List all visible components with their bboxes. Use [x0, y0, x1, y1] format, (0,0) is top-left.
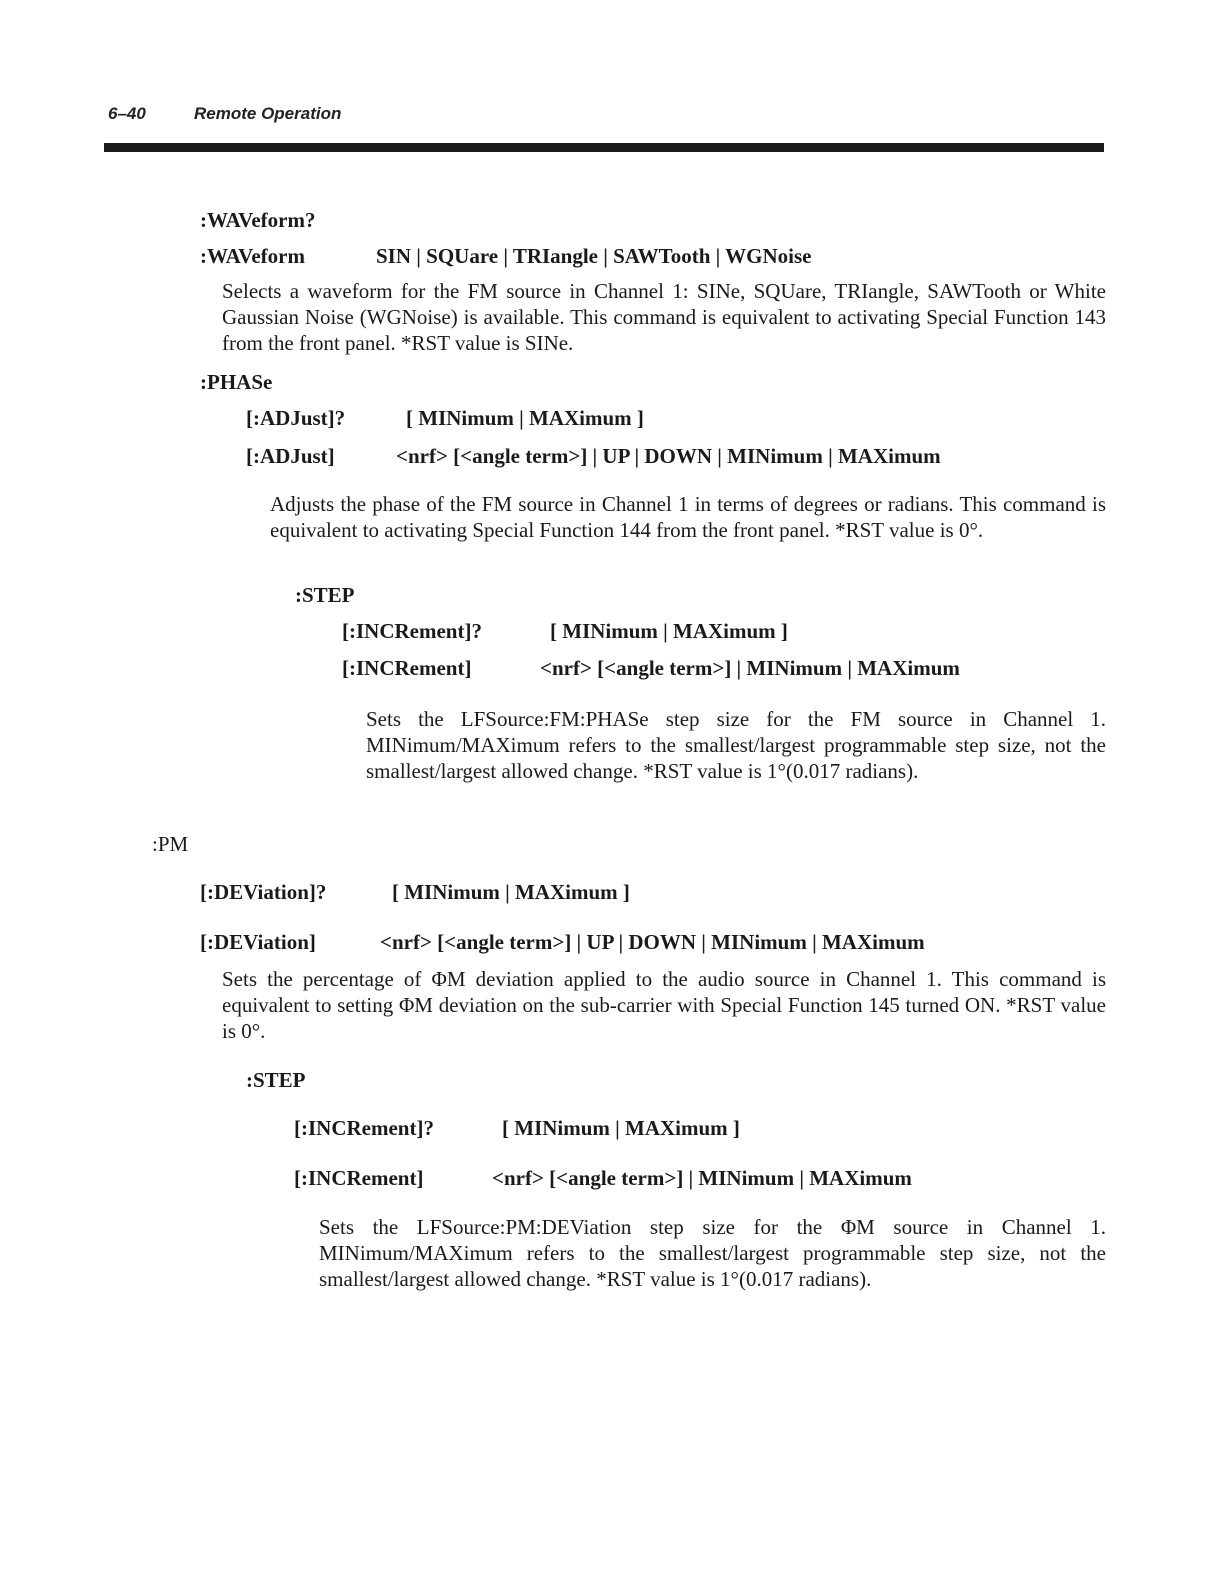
deviation-query-command: [200, 880, 630, 905]
command-name: :STEP: [295, 583, 355, 607]
pm-increment-query-command: [294, 1116, 740, 1141]
fm-increment-query-command: [342, 619, 788, 644]
command-name: [:INCRement]: [294, 1166, 424, 1190]
adjust-query-command: [246, 406, 644, 431]
fm-step-command: [295, 583, 355, 608]
header-rule: [104, 143, 1104, 152]
command-params: [ MINimum | MAXimum ]: [502, 1116, 740, 1140]
pm-increment-set-command: [294, 1166, 912, 1191]
command-params: <nrf> [<angle term>] | UP | DOWN | MINimum | MAXimum: [396, 444, 941, 468]
command-name: :PM: [152, 832, 189, 856]
deviation-description: Sets the percentage of ΦM deviation applied to the audio source in Channel 1. This command is equivalent to setting ΦM deviation on the sub-carrier with Special Function 145 turned ON. *RST value is 0°.: [222, 967, 1106, 1043]
command-name: :PHASe: [200, 370, 273, 394]
fm-step-description: Sets the LFSource:FM:PHASe step size for the FM source in Channel 1. MINimum/MAXimum refers to the smallest/largest programmable step size, not the smallest/largest allowed change. *RST value is 1°(0.017 radians).: [366, 707, 1106, 783]
command-name: [:DEViation]: [200, 930, 316, 954]
fm-increment-set-command: [342, 656, 960, 681]
section-title: Remote Operation: [194, 104, 342, 123]
command-name: :WAVeform?: [200, 208, 316, 232]
command-params: SIN | SQUare | TRIangle | SAWTooth | WGNoise: [376, 244, 812, 268]
adjust-set-command: [246, 444, 941, 469]
command-name: [:INCRement]?: [294, 1116, 434, 1140]
command-name: [:ADJust]?: [246, 406, 346, 430]
deviation-set-command: [200, 930, 925, 955]
command-name: :STEP: [246, 1068, 306, 1092]
phase-command: [200, 370, 272, 395]
command-params: [ MINimum | MAXimum ]: [392, 880, 630, 904]
command-params: <nrf> [<angle term>] | MINimum | MAXimum: [492, 1166, 912, 1190]
waveform-description: Selects a waveform for the FM source in Channel 1: SINe, SQUare, TRIangle, SAWTooth or White Gaussian Noise (WGNoise) is available. This command is equivalent to activating Special Function 143 from the front panel. *RST value is SINe.: [222, 279, 1106, 355]
command-params: <nrf> [<angle term>] | UP | DOWN | MINimum | MAXimum: [380, 930, 925, 954]
page-number: 6–40: [108, 104, 146, 123]
command-name: [:INCRement]?: [342, 619, 482, 643]
adjust-description: Adjusts the phase of the FM source in Channel 1 in terms of degrees or radians. This command is equivalent to activating Special Function 144 from the front panel. *RST value is 0°.: [270, 492, 1106, 542]
waveform-query-command: [200, 208, 316, 233]
command-params: [ MINimum | MAXimum ]: [550, 619, 788, 643]
command-name: [:ADJust]: [246, 444, 335, 468]
page-header: [108, 104, 341, 124]
pm-step-command: [246, 1068, 306, 1093]
command-name: [:DEViation]?: [200, 880, 327, 904]
command-params: [ MINimum | MAXimum ]: [406, 406, 644, 430]
command-params: <nrf> [<angle term>] | MINimum | MAXimum: [540, 656, 960, 680]
pm-step-description: Sets the LFSource:PM:DEViation step size for the ΦM source in Channel 1. MINimum/MAXimum refers to the smallest/largest programmable step size, not the smallest/largest allowed change. *RST value is 1°(0.017 radians).: [319, 1215, 1106, 1291]
pm-command: [152, 832, 188, 857]
command-name: :WAVeform: [200, 244, 305, 268]
waveform-set-command: [200, 244, 812, 269]
command-name: [:INCRement]: [342, 656, 472, 680]
